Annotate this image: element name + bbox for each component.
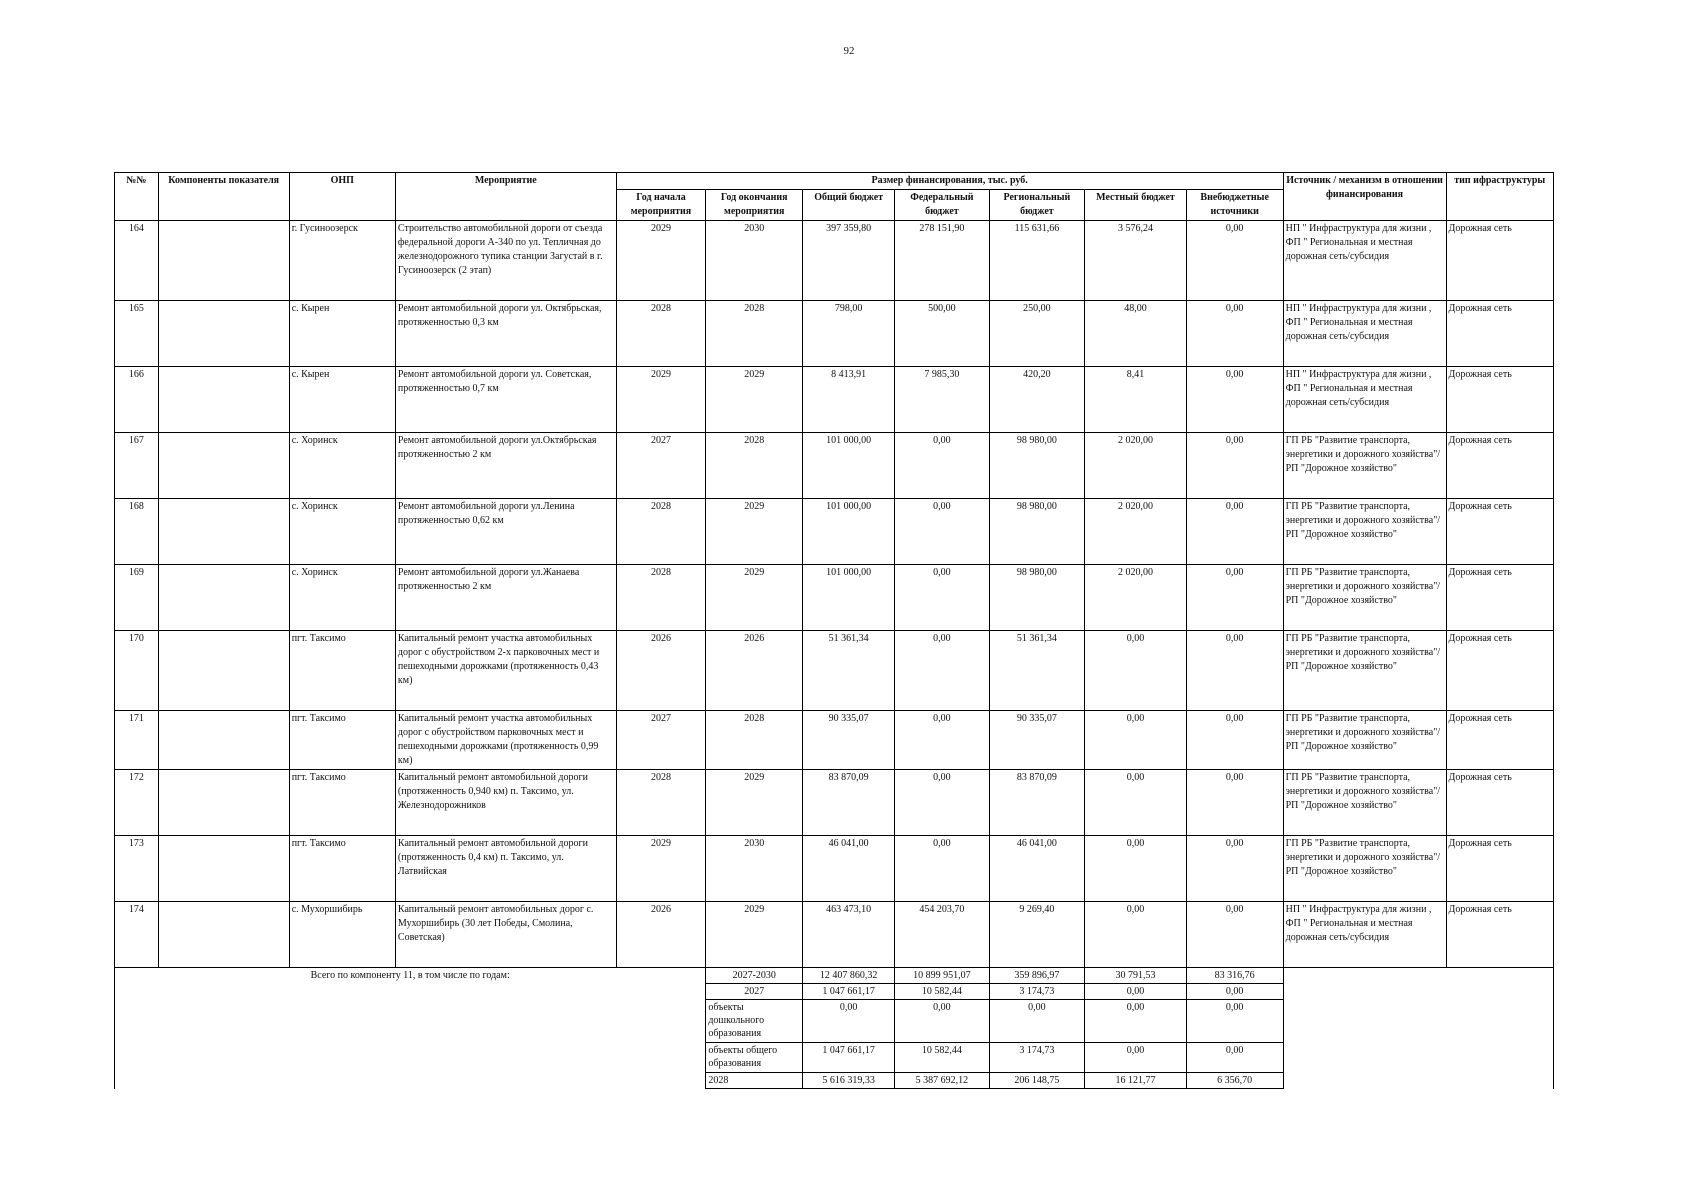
row-federal: 7 985,30 (895, 367, 989, 433)
row-source: ГП РБ "Развитие транспорта, энергетики и дорожного хозяйства"/РП "Дорожное хозяйство" (1283, 711, 1446, 770)
row-component (158, 367, 289, 433)
header-regional: Региональный бюджет (989, 190, 1085, 221)
table-row (115, 433, 1554, 499)
row-extra: 0,00 (1186, 836, 1283, 902)
row-event: Ремонт автомобильной дороги ул. Советская, протяженностью 0,7 км (395, 367, 616, 433)
row-num: 169 (115, 565, 159, 631)
row-infra: Дорожная сеть (1446, 902, 1554, 968)
row-infra: Дорожная сеть (1446, 301, 1554, 367)
row-federal: 0,00 (895, 499, 989, 565)
summary-extra: 83 316,76 (1186, 968, 1283, 984)
row-component (158, 631, 289, 711)
row-num: 167 (115, 433, 159, 499)
row-component (158, 499, 289, 565)
header-onp: ОНП (289, 173, 395, 221)
row-infra: Дорожная сеть (1446, 836, 1554, 902)
row-component (158, 565, 289, 631)
row-extra: 0,00 (1186, 770, 1283, 836)
row-infra: Дорожная сеть (1446, 499, 1554, 565)
summary-period: объекты общего образования (706, 1043, 803, 1073)
summary-local: 16 121,77 (1085, 1073, 1187, 1089)
row-source: НП " Инфраструктура для жизни , ФП " Региональная и местная дорожная сеть/субсидия (1283, 367, 1446, 433)
row-federal: 278 151,90 (895, 221, 989, 301)
row-extra: 0,00 (1186, 499, 1283, 565)
row-source: ГП РБ "Развитие транспорта, энергетики и дорожного хозяйства"/РП "Дорожное хозяйство" (1283, 770, 1446, 836)
row-onp: г. Гусиноозерск (289, 221, 395, 301)
summary-local: 30 791,53 (1085, 968, 1187, 984)
row-local: 2 020,00 (1085, 499, 1187, 565)
row-year-start: 2028 (616, 499, 706, 565)
row-infra: Дорожная сеть (1446, 631, 1554, 711)
row-year-start: 2026 (616, 631, 706, 711)
table-row (115, 902, 1554, 968)
summary-total: 12 407 860,32 (803, 968, 895, 984)
row-regional: 9 269,40 (989, 902, 1085, 968)
row-total: 83 870,09 (803, 770, 895, 836)
row-regional: 98 980,00 (989, 565, 1085, 631)
row-num: 166 (115, 367, 159, 433)
row-federal: 500,00 (895, 301, 989, 367)
row-infra: Дорожная сеть (1446, 711, 1554, 770)
row-regional: 98 980,00 (989, 499, 1085, 565)
row-num: 170 (115, 631, 159, 711)
summary-regional: 206 148,75 (989, 1073, 1085, 1089)
row-year-end: 2028 (706, 711, 803, 770)
summary-extra: 0,00 (1186, 984, 1283, 1000)
row-event: Капитальный ремонт участка автомобильных дорог с обустройством парковочных мест и пешеходными дорожками (протяженность 0,99 км) (395, 711, 616, 770)
row-onp: с. Кырен (289, 301, 395, 367)
row-regional: 90 335,07 (989, 711, 1085, 770)
row-year-start: 2028 (616, 565, 706, 631)
row-onp: пгт. Таксимо (289, 770, 395, 836)
row-year-start: 2028 (616, 301, 706, 367)
row-source: ГП РБ "Развитие транспорта, энергетики и дорожного хозяйства"/РП "Дорожное хозяйство" (1283, 631, 1446, 711)
table-row (115, 499, 1554, 565)
row-regional: 115 631,66 (989, 221, 1085, 301)
row-year-end: 2029 (706, 565, 803, 631)
row-component (158, 711, 289, 770)
row-year-end: 2029 (706, 902, 803, 968)
row-year-end: 2026 (706, 631, 803, 711)
header-row-1 (115, 173, 1554, 190)
row-onp: с. Хоринск (289, 433, 395, 499)
row-total: 8 413,91 (803, 367, 895, 433)
table-row (115, 221, 1554, 301)
row-total: 101 000,00 (803, 499, 895, 565)
row-regional: 250,00 (989, 301, 1085, 367)
row-total: 101 000,00 (803, 433, 895, 499)
row-total: 463 473,10 (803, 902, 895, 968)
row-onp: пгт. Таксимо (289, 711, 395, 770)
row-year-end: 2029 (706, 770, 803, 836)
header-extra: Внебюджетные источники (1186, 190, 1283, 221)
row-local: 0,00 (1085, 902, 1187, 968)
row-source: ГП РБ "Развитие транспорта, энергетики и дорожного хозяйства"/РП "Дорожное хозяйство" (1283, 565, 1446, 631)
row-component (158, 770, 289, 836)
row-event: Ремонт автомобильной дороги ул. Октябрьская, протяженностью 0,3 км (395, 301, 616, 367)
row-total: 90 335,07 (803, 711, 895, 770)
row-extra: 0,00 (1186, 221, 1283, 301)
header-year-start: Год начала мероприятия (616, 190, 706, 221)
summary-regional: 0,00 (989, 1000, 1085, 1043)
row-infra: Дорожная сеть (1446, 770, 1554, 836)
row-local: 0,00 (1085, 770, 1187, 836)
row-event: Строительство автомобильной дороги от съезда федеральной дороги А-340 по ул. Тепличная до железнодорожного тупика станции Загустай в г. Гусиноозерск (2 этап) (395, 221, 616, 301)
row-component (158, 902, 289, 968)
row-component (158, 836, 289, 902)
row-num: 172 (115, 770, 159, 836)
row-year-start: 2029 (616, 221, 706, 301)
row-infra: Дорожная сеть (1446, 367, 1554, 433)
row-source: НП " Инфраструктура для жизни , ФП " Региональная и местная дорожная сеть/субсидия (1283, 902, 1446, 968)
summary-blank (1283, 968, 1553, 1089)
row-onp: пгт. Таксимо (289, 631, 395, 711)
row-year-start: 2026 (616, 902, 706, 968)
row-year-start: 2028 (616, 770, 706, 836)
summary-extra: 0,00 (1186, 1000, 1283, 1043)
table-row (115, 836, 1554, 902)
table-row (115, 631, 1554, 711)
header-year-end: Год окончания мероприятия (706, 190, 803, 221)
row-source: НП " Инфраструктура для жизни , ФП " Региональная и местная дорожная сеть/субсидия (1283, 301, 1446, 367)
row-onp: с. Хоринск (289, 499, 395, 565)
row-regional: 98 980,00 (989, 433, 1085, 499)
row-local: 2 020,00 (1085, 433, 1187, 499)
row-total: 51 361,34 (803, 631, 895, 711)
row-local: 8,41 (1085, 367, 1187, 433)
row-local: 2 020,00 (1085, 565, 1187, 631)
summary-total: 1 047 661,17 (803, 1043, 895, 1073)
summary-period: объекты дошкольного образования (706, 1000, 803, 1043)
row-onp: с. Хоринск (289, 565, 395, 631)
row-total: 46 041,00 (803, 836, 895, 902)
row-regional: 83 870,09 (989, 770, 1085, 836)
row-event: Ремонт автомобильной дороги ул.Октябрьская протяженностью 2 км (395, 433, 616, 499)
row-year-end: 2030 (706, 836, 803, 902)
row-source: ГП РБ "Развитие транспорта, энергетики и дорожного хозяйства"/РП "Дорожное хозяйство" (1283, 433, 1446, 499)
row-regional: 51 361,34 (989, 631, 1085, 711)
row-onp: пгт. Таксимо (289, 836, 395, 902)
row-federal: 454 203,70 (895, 902, 989, 968)
summary-federal: 0,00 (895, 1000, 989, 1043)
row-local: 0,00 (1085, 631, 1187, 711)
row-source: НП " Инфраструктура для жизни , ФП " Региональная и местная дорожная сеть/субсидия (1283, 221, 1446, 301)
row-extra: 0,00 (1186, 565, 1283, 631)
row-local: 0,00 (1085, 711, 1187, 770)
row-year-end: 2028 (706, 433, 803, 499)
row-infra: Дорожная сеть (1446, 221, 1554, 301)
summary-local: 0,00 (1085, 1043, 1187, 1073)
table-row (115, 301, 1554, 367)
summary-total: 1 047 661,17 (803, 984, 895, 1000)
header-num: №№ (115, 173, 159, 221)
row-component (158, 221, 289, 301)
row-local: 48,00 (1085, 301, 1187, 367)
page-number: 92 (843, 45, 855, 57)
summary-federal: 10 899 951,07 (895, 968, 989, 984)
row-onp: с. Мухоршибирь (289, 902, 395, 968)
table-row (115, 711, 1554, 770)
summary-regional: 3 174,73 (989, 1043, 1085, 1073)
header-local: Местный бюджет (1085, 190, 1187, 221)
row-infra: Дорожная сеть (1446, 565, 1554, 631)
row-federal: 0,00 (895, 711, 989, 770)
row-num: 168 (115, 499, 159, 565)
row-year-start: 2027 (616, 433, 706, 499)
summary-extra: 6 356,70 (1186, 1073, 1283, 1089)
table-row (115, 367, 1554, 433)
row-event: Капитальный ремонт автомобильной дороги (протяженность 0,4 км) п. Таксимо, ул. Латвийская (395, 836, 616, 902)
row-source: ГП РБ "Развитие транспорта, энергетики и дорожного хозяйства"/РП "Дорожное хозяйство" (1283, 836, 1446, 902)
row-event: Капитальный ремонт автомобильной дороги (протяженность 0,940 км) п. Таксимо, ул. Железнодорожников (395, 770, 616, 836)
summary-federal: 10 582,44 (895, 984, 989, 1000)
table-row (115, 770, 1554, 836)
row-year-end: 2029 (706, 499, 803, 565)
row-year-start: 2029 (616, 367, 706, 433)
summary-federal: 5 387 692,12 (895, 1073, 989, 1089)
row-local: 0,00 (1085, 836, 1187, 902)
row-num: 174 (115, 902, 159, 968)
row-event: Капитальный ремонт участка автомобильных дорог с обустройством 2-х парковочных мест и пешеходными дорожками (протяженность 0,43 км) (395, 631, 616, 711)
funding-table (114, 172, 1554, 1089)
row-local: 3 576,24 (1085, 221, 1187, 301)
summary-local: 0,00 (1085, 1000, 1187, 1043)
row-federal: 0,00 (895, 565, 989, 631)
header-funding: Размер финансирования, тыс. руб. (616, 173, 1283, 190)
row-extra: 0,00 (1186, 433, 1283, 499)
row-year-end: 2030 (706, 221, 803, 301)
summary-local: 0,00 (1085, 984, 1187, 1000)
row-extra: 0,00 (1186, 367, 1283, 433)
summary-label: Всего по компоненту 11, в том числе по годам: (115, 968, 706, 1089)
header-federal: Федеральный бюджет (895, 190, 989, 221)
row-component (158, 433, 289, 499)
row-onp: с. Кырен (289, 367, 395, 433)
row-federal: 0,00 (895, 770, 989, 836)
row-event: Ремонт автомобильной дороги ул.Ленина протяженностью 0,62 км (395, 499, 616, 565)
row-year-start: 2027 (616, 711, 706, 770)
row-federal: 0,00 (895, 631, 989, 711)
row-extra: 0,00 (1186, 301, 1283, 367)
summary-total: 0,00 (803, 1000, 895, 1043)
row-regional: 46 041,00 (989, 836, 1085, 902)
summary-period: 2028 (706, 1073, 803, 1089)
row-year-start: 2029 (616, 836, 706, 902)
summary-row (115, 968, 1554, 984)
row-num: 164 (115, 221, 159, 301)
row-year-end: 2029 (706, 367, 803, 433)
row-infra: Дорожная сеть (1446, 433, 1554, 499)
header-infra: тип ифраструктуры (1446, 173, 1554, 221)
row-num: 171 (115, 711, 159, 770)
row-event: Ремонт автомобильной дороги ул.Жанаева протяженностью 2 км (395, 565, 616, 631)
summary-regional: 3 174,73 (989, 984, 1085, 1000)
row-year-end: 2028 (706, 301, 803, 367)
summary-extra: 0,00 (1186, 1043, 1283, 1073)
row-event: Капитальный ремонт автомобильных дорог с. Мухоршибирь (30 лет Победы, Смолина, Советская) (395, 902, 616, 968)
summary-period: 2027 (706, 984, 803, 1000)
row-federal: 0,00 (895, 836, 989, 902)
row-total: 397 359,80 (803, 221, 895, 301)
header-component: Компоненты показателя (158, 173, 289, 221)
header-total: Общий бюджет (803, 190, 895, 221)
row-total: 101 000,00 (803, 565, 895, 631)
row-extra: 0,00 (1186, 631, 1283, 711)
row-regional: 420,20 (989, 367, 1085, 433)
header-event: Мероприятие (395, 173, 616, 221)
table-row (115, 565, 1554, 631)
summary-regional: 359 896,97 (989, 968, 1085, 984)
summary-total: 5 616 319,33 (803, 1073, 895, 1089)
row-source: ГП РБ "Развитие транспорта, энергетики и дорожного хозяйства"/РП "Дорожное хозяйство" (1283, 499, 1446, 565)
row-component (158, 301, 289, 367)
row-extra: 0,00 (1186, 711, 1283, 770)
summary-period: 2027-2030 (706, 968, 803, 984)
row-extra: 0,00 (1186, 902, 1283, 968)
row-total: 798,00 (803, 301, 895, 367)
row-num: 173 (115, 836, 159, 902)
row-num: 165 (115, 301, 159, 367)
summary-federal: 10 582,44 (895, 1043, 989, 1073)
row-federal: 0,00 (895, 433, 989, 499)
header-source: Источник / механизм в отношении финансирования (1283, 173, 1446, 221)
